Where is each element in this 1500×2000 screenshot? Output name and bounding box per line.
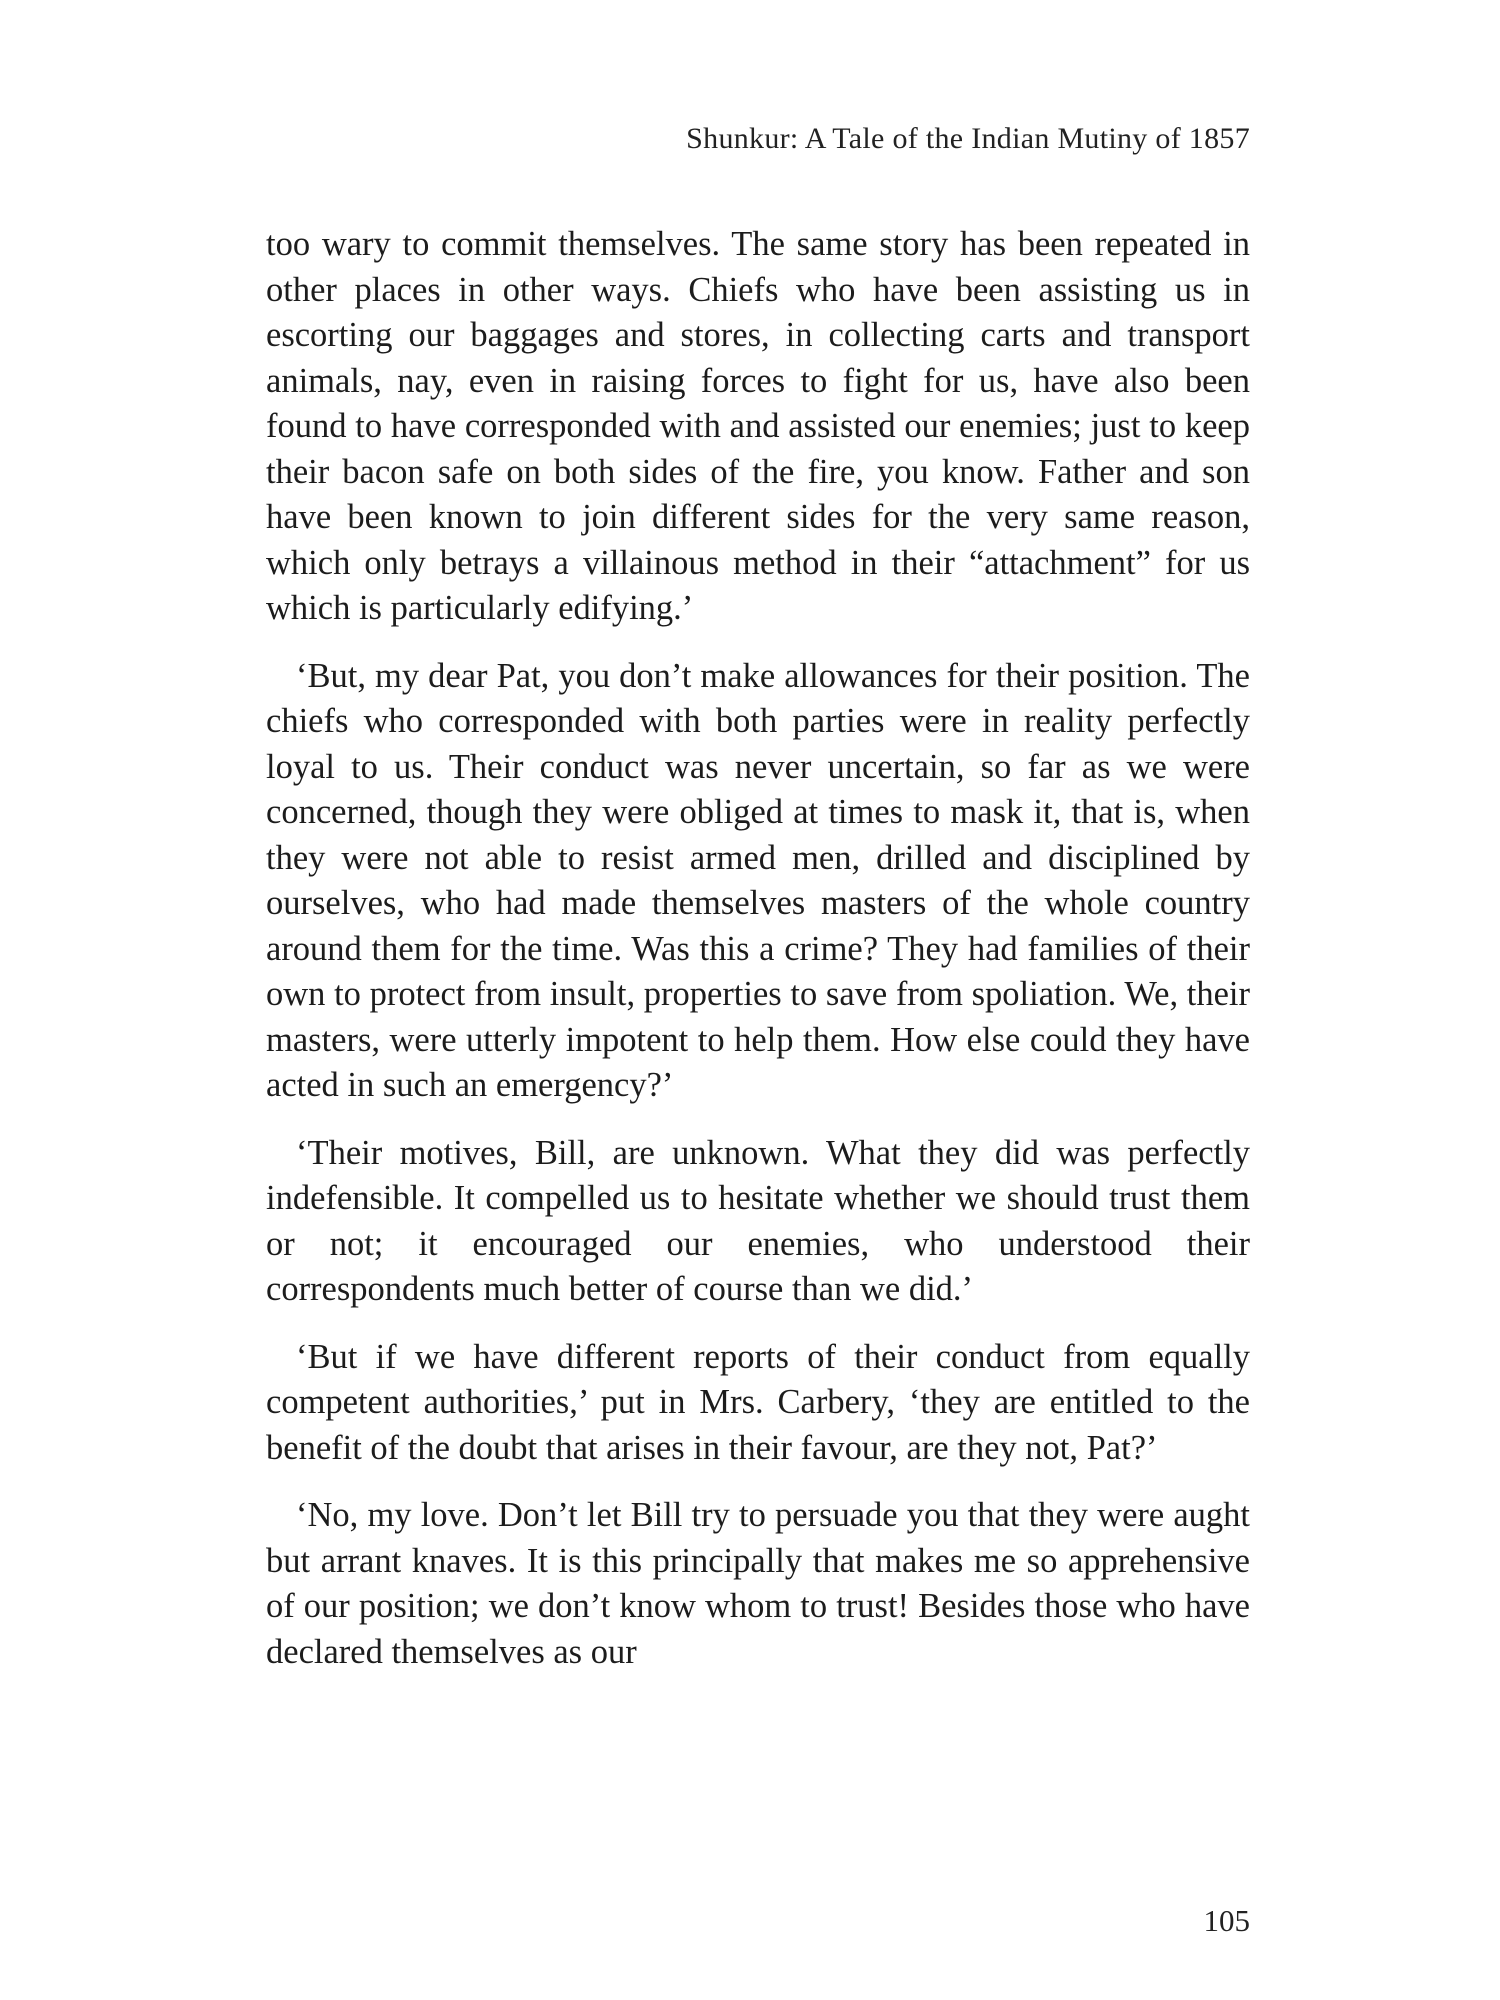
paragraph: ‘But, my dear Pat, you don’t make allowances for their position. The chiefs who corresponded with both parties were in reality perfectly loyal to us. Their conduct was never uncertain, so far as we were concerned, though they were obliged at times to mask it, that is, when they were not able to resist armed men, drilled and disciplined by ourselves, who had made themselves masters of the whole country around them for the time. Was this a crime? They had families of their own to protect from insult, properties to save from spoliation. We, their masters, were utterly impotent to help them. How else could they have acted in such an emergency?’ — [266, 656, 1250, 1104]
paragraph: ‘But if we have different reports of their conduct from equally competent authorities,’ put in Mrs. Carbery, ‘they are entitled to the benefit of the doubt that arises in their favour, are they not, Pat?’ — [266, 1337, 1250, 1467]
paragraph: ‘No, my love. Don’t let Bill try to persuade you that they were aught but arrant knaves. It is this principally that makes me so apprehensive of our position; we don’t know whom to trust! Besides those who have declared themselves as our — [266, 1496, 1250, 1671]
running-header-title: Shunkur: A Tale of the Indian Mutiny of 1857 — [686, 122, 1250, 155]
paragraph: ‘Their motives, Bill, are unknown. What they did was perfectly indefensible. It compelled us to hesitate whether we should trust them or not; it encouraged our enemies, who understood their correspondents much better of course than we did.’ — [266, 1133, 1250, 1308]
body-text — [266, 222, 1250, 1697]
page-number: 105 — [1203, 1903, 1250, 1938]
paragraph: too wary to commit themselves. The same story has been repeated in other places in other ways. Chiefs who have been assisting us in escorting our baggages and stores, in collecting carts and transport animals, nay, even in raising forces to fight for us, have also been found to have corresponded with and assisted our enemies; just to keep their bacon safe on both sides of the fire, you know. Father and son have been known to join different sides for the very same reason, which only betrays a villainous method in their “attachment” for us which is particularly edifying.’ — [266, 225, 1250, 627]
